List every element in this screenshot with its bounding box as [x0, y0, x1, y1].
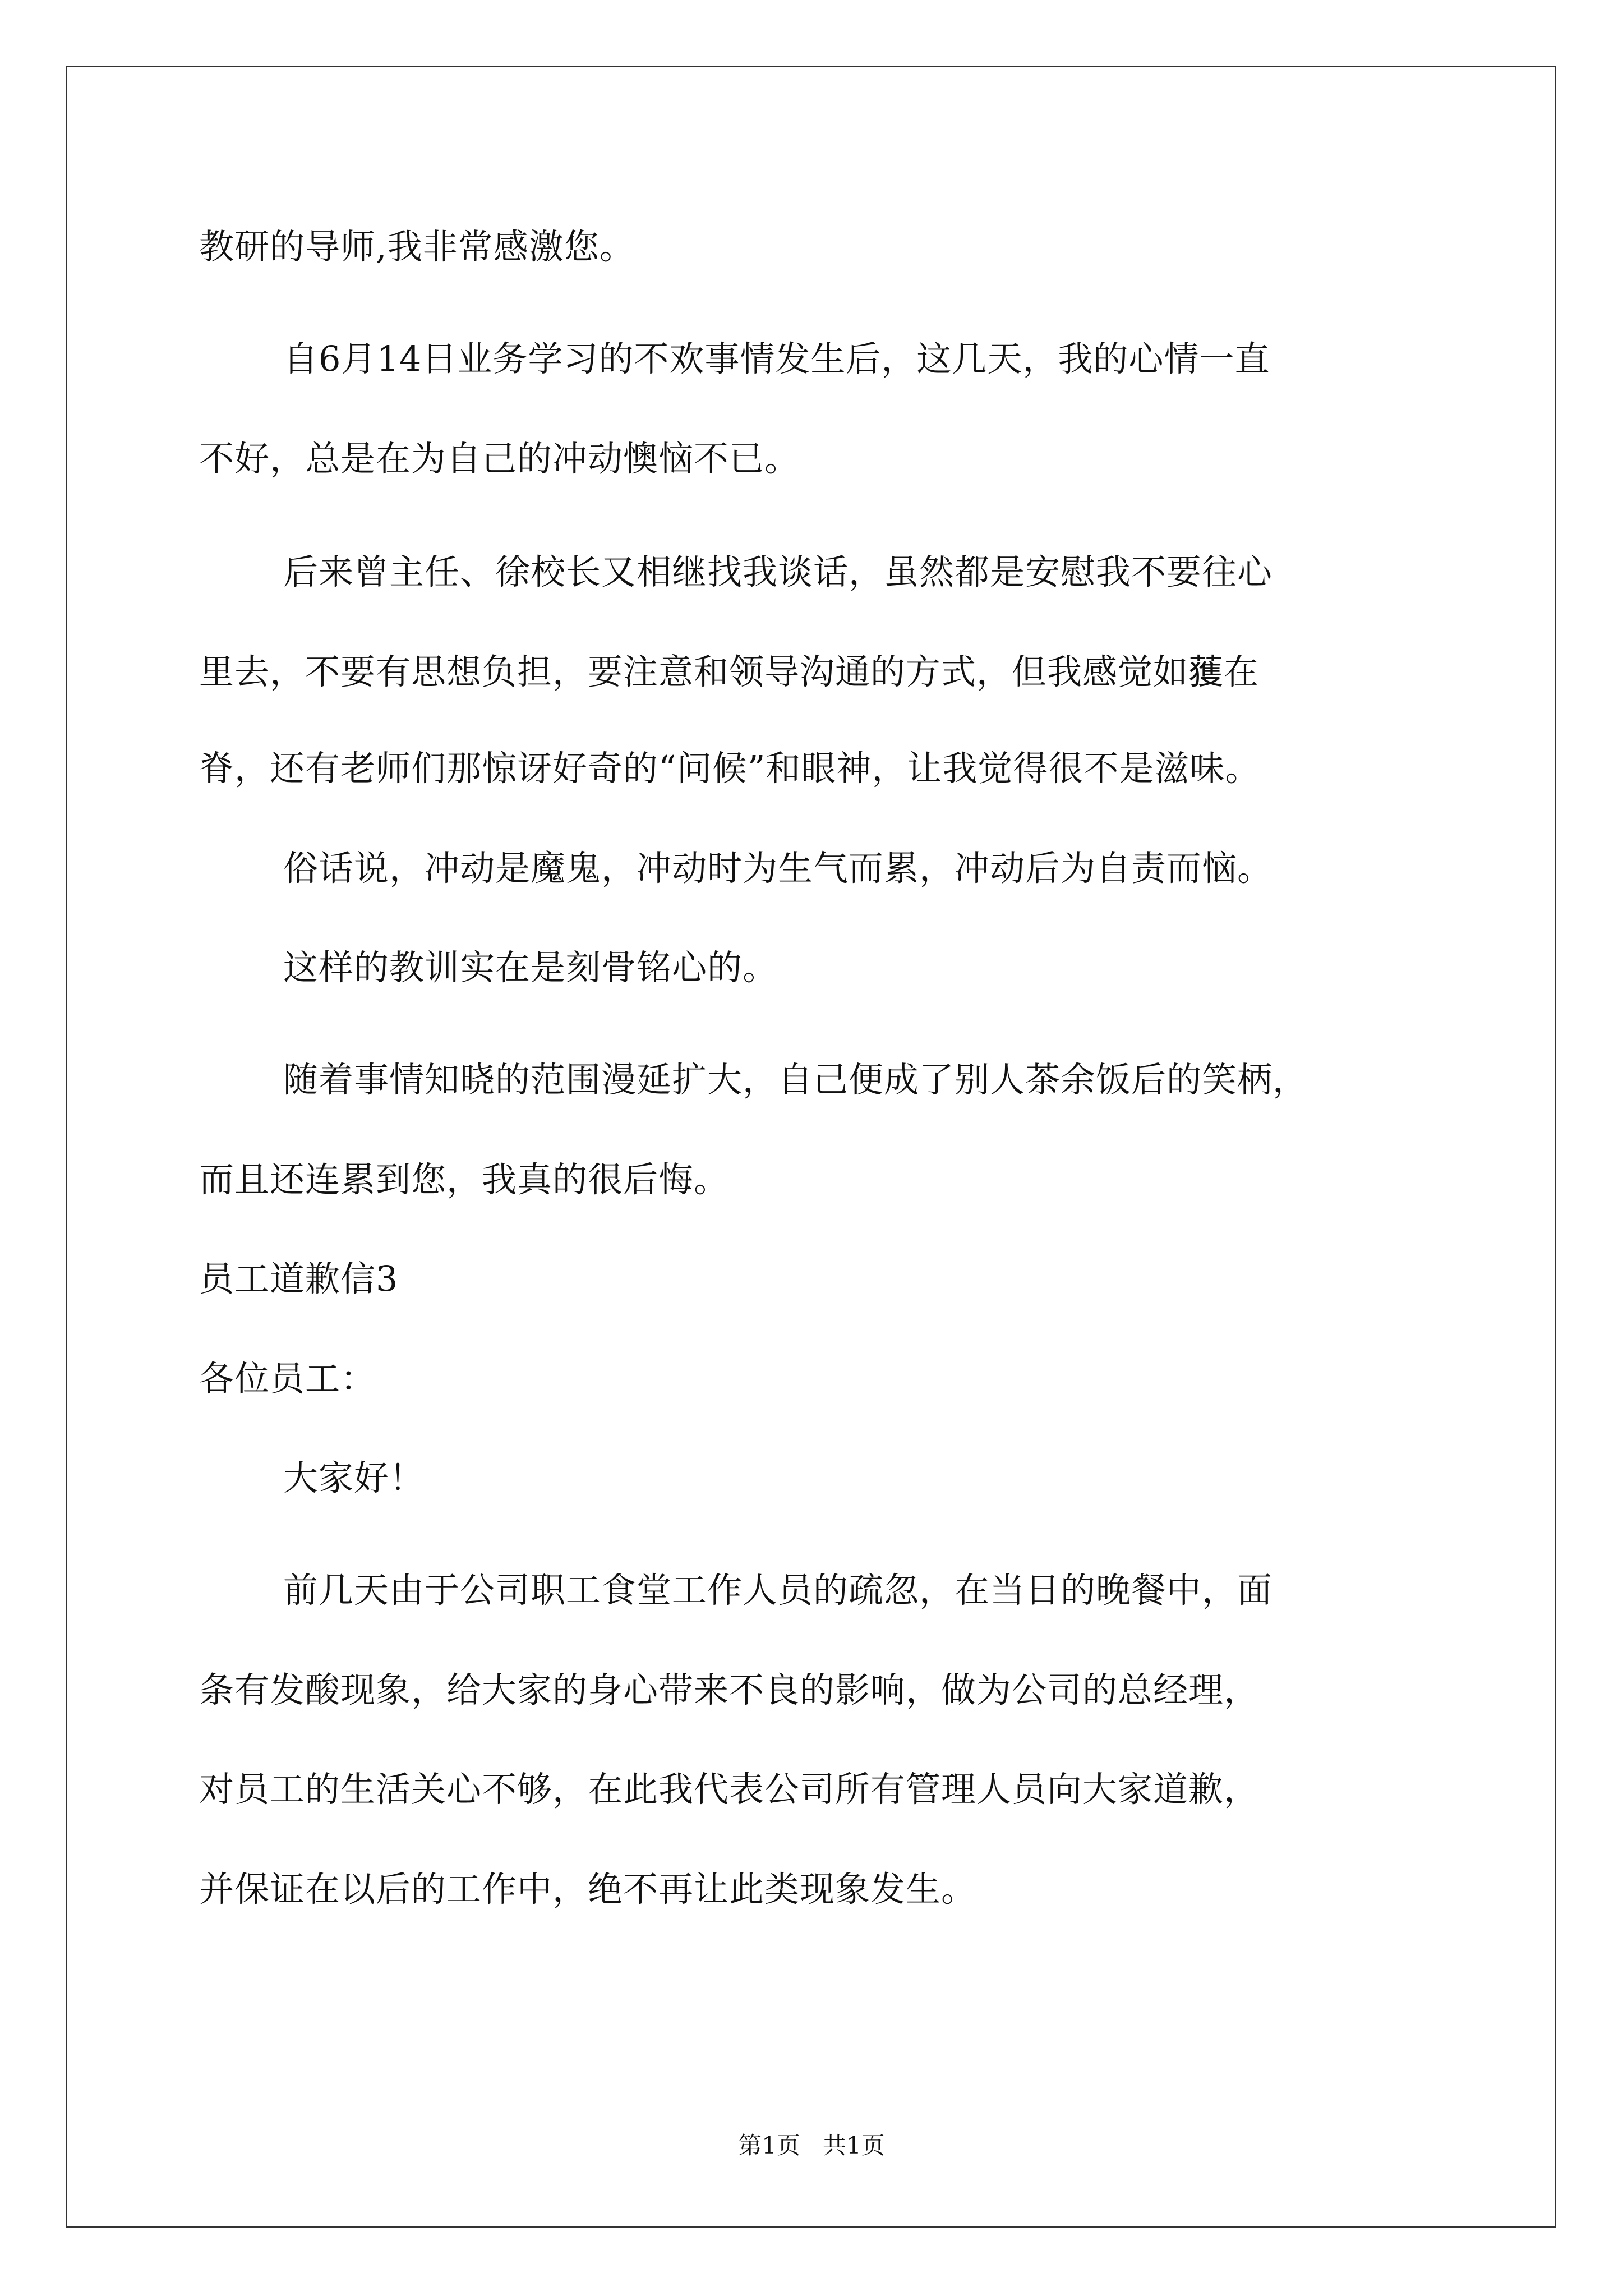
salutation: 各位员工： [199, 1358, 376, 1399]
paragraph-line: 里去，不要有思想负担，要注意和领导沟通的方式，但我感觉如𫉬在 [199, 651, 1260, 692]
paragraph-line: 而且还连累到您，我真的很后悔。 [199, 1159, 730, 1200]
greeting: 大家好！ [283, 1457, 425, 1498]
paragraph-line: 条有发酸现象，给大家的身心带来不良的影响，做为公司的总经理， [199, 1669, 1260, 1710]
paragraph-line: 前几天由于公司职工食堂工作人员的疏忽，在当日的晚餐中，面 [283, 1570, 1273, 1611]
paragraph-line: 脊，还有老师们那惊讶好奇的“问候”和眼神，让我觉得很不是滋味。 [199, 748, 1261, 789]
paragraph-line: 俗话说，冲动是魔鬼，冲动时为生气而累，冲动后为自责而恼。 [283, 848, 1273, 889]
paragraph-line: 这样的教训实在是刻骨铭心的。 [283, 947, 778, 988]
paragraph-line: 随着事情知晓的范围漫延扩大，自己便成了别人茶余饭后的笑柄， [283, 1059, 1308, 1100]
paragraph-line: 教研的导师,我非常感激您。 [199, 226, 635, 267]
paragraph-line: 后来曾主任、徐校长又相继找我谈话，虽然都是安慰我不要往心 [283, 551, 1273, 592]
paragraph-line: 对员工的生活关心不够，在此我代表公司所有管理人员向大家道歉， [199, 1769, 1260, 1810]
page-footer: 第1页 共1页 [738, 2132, 885, 2159]
paragraph-line: 自6月14日业务学习的不欢事情发生后，这几天，我的心情一直 [283, 338, 1270, 379]
section-title: 员工道歉信3 [199, 1258, 399, 1299]
paragraph-line: 不好，总是在为自己的冲动懊恼不已。 [199, 438, 800, 479]
paragraph-line: 并保证在以后的工作中，绝不再让此类现象发生。 [199, 1869, 977, 1910]
